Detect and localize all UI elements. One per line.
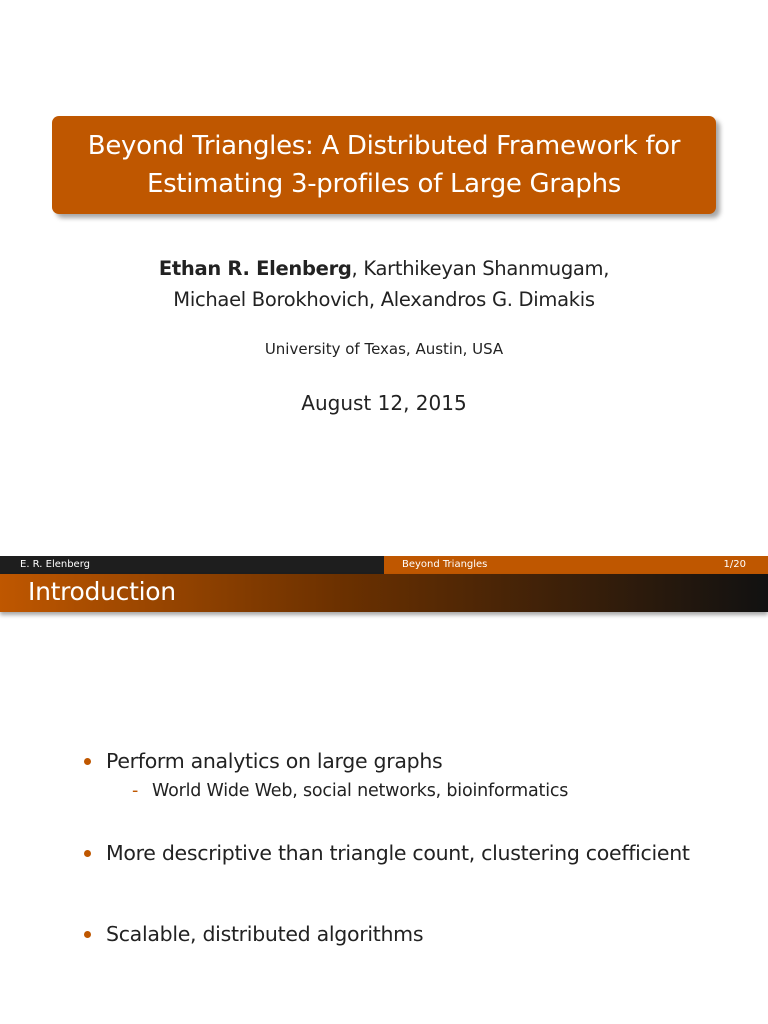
bullet-list bbox=[0, 556, 768, 1024]
frame-title: Introduction bbox=[28, 577, 176, 606]
authors-line-1 bbox=[0, 253, 768, 284]
sub-bullet-text: World Wide Web, social networks, bioinformatics bbox=[152, 781, 569, 801]
bullet-dot-icon bbox=[84, 931, 91, 938]
bullet-text: Scalable, distributed algorithms bbox=[106, 922, 424, 946]
presentation-date: August 12, 2015 bbox=[301, 391, 467, 415]
title-box bbox=[52, 116, 716, 214]
footer-page-number: 1/20 bbox=[666, 556, 768, 574]
sub-bullet-dash-icon: - bbox=[132, 781, 139, 801]
authors bbox=[0, 253, 768, 315]
bullet-text: More descriptive than triangle count, clustering coefficient bbox=[106, 841, 690, 865]
introduction-slide bbox=[0, 556, 768, 1024]
bullet-dot-icon bbox=[84, 850, 91, 857]
presenter-name: Ethan R. Elenberg bbox=[158, 257, 352, 280]
bullet-dot-icon bbox=[84, 758, 91, 765]
footer-author: E. R. Elenberg bbox=[0, 556, 384, 574]
bullet-text: Perform analytics on large graphs bbox=[106, 749, 443, 773]
co-authors-line-1: , Karthikeyan Shanmugam, bbox=[351, 257, 610, 280]
title-line-2: Estimating 3-profiles of Large Graphs bbox=[146, 169, 622, 199]
footer-short-title: Beyond Triangles bbox=[384, 556, 666, 574]
affiliation: University of Texas, Austin, USA bbox=[264, 340, 504, 358]
title-line-1: Beyond Triangles: A Distributed Framework for bbox=[87, 131, 681, 161]
authors-line-2: Michael Borokhovich, Alexandros G. Dimakis bbox=[173, 288, 595, 311]
